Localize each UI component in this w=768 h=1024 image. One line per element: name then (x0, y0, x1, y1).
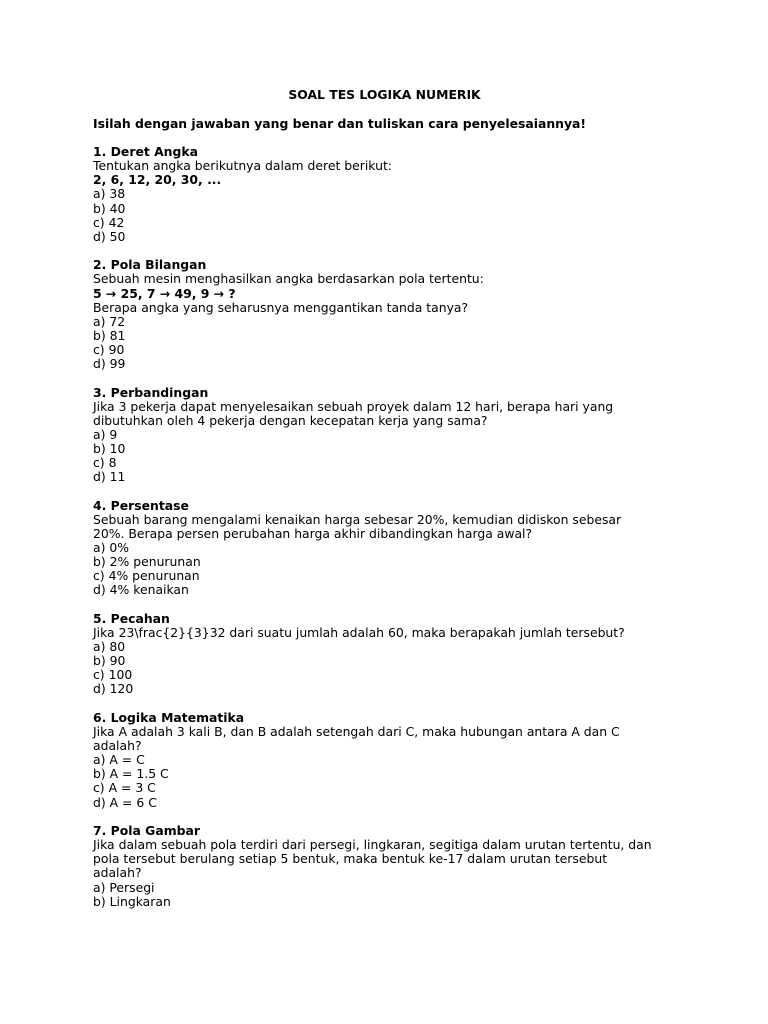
answer-option: c) 90 (93, 341, 125, 357)
question-title: 3. Perbandingan (93, 384, 209, 400)
answer-option: b) 90 (93, 653, 126, 669)
question-prompt: dibutuhkan oleh 4 pekerja dengan kecepatan kerja yang sama? (93, 412, 488, 428)
answer-option: b) 40 (93, 200, 126, 216)
question-6 (93, 711, 693, 810)
question-2 (93, 258, 693, 371)
answer-option: a) 9 (93, 426, 118, 442)
answer-option: b) Lingkaran (93, 893, 171, 909)
answer-option: a) 80 (93, 639, 126, 655)
answer-option: c) 8 (93, 455, 117, 471)
answer-option: d) 11 (93, 469, 126, 485)
answer-option: b) A = 1.5 C (93, 766, 169, 782)
question-title: 2. Pola Bilangan (93, 257, 207, 273)
question-prompt: pola tersebut berulang setiap 5 bentuk, maka bentuk ke-17 dalam urutan tersebut (93, 851, 608, 867)
document-page (93, 88, 693, 923)
answer-option: c) A = 3 C (93, 780, 156, 796)
answer-option: b) 2% penurunan (93, 554, 201, 570)
answer-option: d) 99 (93, 356, 126, 371)
question-prompt: Jika A adalah 3 kali B, dan B adalah setengah dari C, maka hubungan antara A dan C (93, 724, 620, 740)
answer-option: b) 10 (93, 440, 126, 456)
question-prompt: Jika 3 pekerja dapat menyelesaikan sebuah proyek dalam 12 hari, berapa hari yang (93, 398, 614, 414)
answer-option: c) 4% penurunan (93, 568, 200, 584)
answer-option: d) A = 6 C (93, 794, 157, 810)
question-title: 5. Pecahan (93, 610, 170, 626)
question-title: 7. Pola Gambar (93, 823, 200, 839)
document-instruction: Isilah dengan jawaban yang benar dan tuliskan cara penyelesaiannya! (93, 116, 587, 132)
answer-option: d) 50 (93, 228, 126, 244)
question-prompt: Jika 23\frac{2}{3}32 dari suatu jumlah adalah 60, maka berapakah jumlah tersebut? (93, 625, 625, 640)
question-prompt: adalah? (93, 865, 142, 881)
answer-option: c) 42 (93, 214, 125, 230)
question-4 (93, 499, 693, 598)
question-5 (93, 612, 693, 697)
answer-option: d) 120 (93, 681, 134, 697)
question-prompt: Sebuah barang mengalami kenaikan harga sebesar 20%, kemudian didiskon sebesar (93, 511, 622, 527)
question-title: 6. Logika Matematika (93, 709, 245, 725)
question-3 (93, 386, 693, 485)
question-title: 4. Persentase (93, 497, 189, 513)
answer-option: c) 100 (93, 667, 133, 683)
question-prompt: 20%. Berapa persen perubahan harga akhir dibandingkan harga awal? (93, 525, 533, 541)
question-1 (93, 145, 693, 244)
answer-option: a) 72 (93, 313, 126, 329)
question-prompt: Jika dalam sebuah pola terdiri dari persegi, lingkaran, segitiga dalam urutan tertentu, dan (93, 837, 652, 853)
question-prompt: Tentukan angka berikutnya dalam deret berikut: (93, 158, 392, 174)
answer-option: b) 81 (93, 327, 126, 343)
number-sequence: 2, 6, 12, 20, 30, ... (93, 172, 222, 188)
answer-option: a) 38 (93, 186, 126, 202)
question-title: 1. Deret Angka (93, 144, 198, 160)
answer-option: a) A = C (93, 752, 145, 768)
number-pattern: 5 → 25, 7 → 49, 9 → ? (93, 285, 236, 301)
answer-option: d) 4% kenaikan (93, 582, 189, 598)
question-7 (93, 824, 693, 909)
question-text: Berapa angka yang seharusnya menggantikan tanda tanya? (93, 299, 469, 315)
answer-option: a) Persegi (93, 879, 155, 895)
answer-option: a) 0% (93, 540, 130, 556)
document-title: SOAL TES LOGIKA NUMERIK (288, 87, 481, 102)
question-prompt: adalah? (93, 738, 142, 754)
question-prompt: Sebuah mesin menghasilkan angka berdasarkan pola tertentu: (93, 271, 484, 287)
